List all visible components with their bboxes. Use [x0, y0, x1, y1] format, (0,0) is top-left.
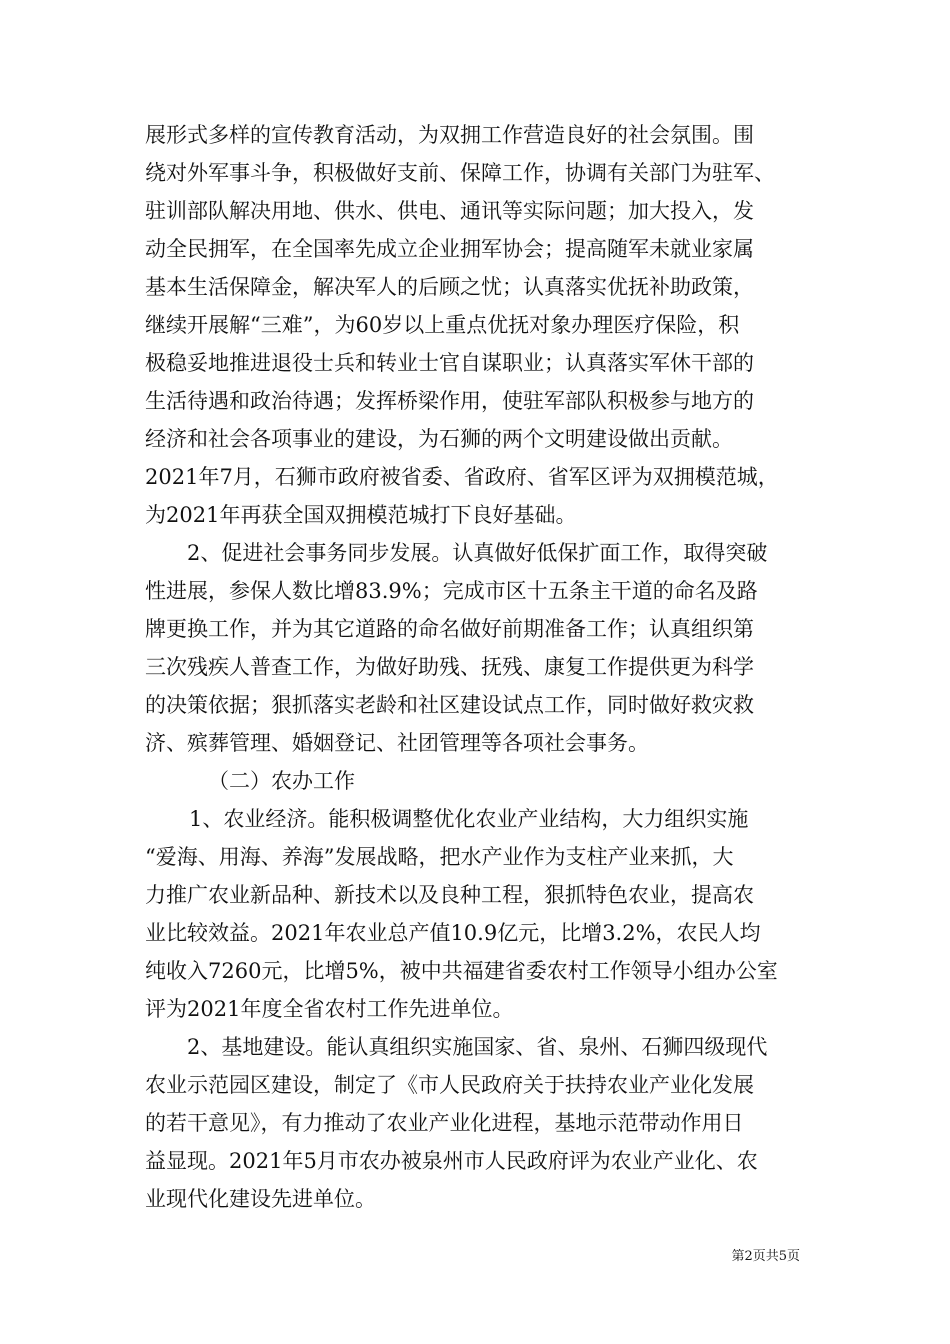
paragraph-line: 极稳妥地推进退役士兵和转业士官自谋职业；认真落实军休干部的: [145, 351, 754, 375]
paragraph-line: 评为2021年度全省农村工作先进单位。: [145, 997, 514, 1021]
paragraph-line: 继续开展解“三难”，为60岁以上重点优抚对象办理医疗保险，积: [145, 313, 740, 337]
paragraph-line: 牌更换工作，并为其它道路的命名做好前期准备工作；认真组织第: [145, 617, 754, 641]
paragraph-line: 经济和社会各项事业的建设，为石狮的两个文明建设做出贡献。: [145, 427, 733, 451]
paragraph-line: 纯收入7260元，比增5%，被中共福建省委农村工作领导小组办公室: [145, 959, 778, 983]
paragraph-line: 驻训部队解决用地、供水、供电、通讯等实际问题；加大投入，发: [145, 199, 754, 223]
paragraph-line: 的决策依据；狠抓落实老龄和社区建设试点工作，同时做好救灾救: [145, 693, 754, 717]
paragraph-line: 的若干意见》，有力推动了农业产业化进程，基地示范带动作用日: [145, 1111, 744, 1135]
page-number: 第2页共5页: [731, 1249, 800, 1264]
paragraph-line: 农业示范园区建设，制定了《市人民政府关于扶持农业产业化发展: [145, 1073, 754, 1097]
paragraph-line: 2021年7月，石狮市政府被省委、省政府、省军区评为双拥模范城，: [145, 465, 779, 489]
paragraph-line: 展形式多样的宣传教育活动，为双拥工作营造良好的社会氛围。围: [145, 123, 754, 147]
section-heading: （二）农办工作: [208, 769, 355, 793]
document-body: [145, 116, 815, 1218]
paragraph-line: 1、农业经济。能积极调整优化农业产业结构，大力组织实施: [189, 807, 749, 831]
paragraph-line: 性进展，参保人数比增83.9%；完成市区十五条主干道的命名及路: [145, 579, 758, 603]
paragraph-line: 2、基地建设。能认真组织实施国家、省、泉州、石狮四级现代: [187, 1035, 768, 1059]
paragraph-line: 三次残疾人普查工作，为做好助残、抚残、康复工作提供更为科学: [145, 655, 754, 679]
paragraph-line: 为2021年再获全国双拥模范城打下良好基础。: [145, 503, 577, 527]
paragraph-line: 益显现。2021年5月市农办被泉州市人民政府评为农业产业化、农: [145, 1149, 758, 1173]
paragraph-line: 动全民拥军，在全国率先成立企业拥军协会；提高随军未就业家属: [145, 237, 754, 261]
paragraph-line: 济、殡葬管理、婚姻登记、社团管理等各项社会事务。: [145, 731, 649, 755]
paragraph-line: 业比较效益。2021年农业总产值10.9亿元，比增3.2%，农民人均: [145, 921, 761, 945]
paragraph-line: 基本生活保障金，解决军人的后顾之忧；认真落实优抚补助政策，: [145, 275, 754, 299]
paragraph-line: 力推广农业新品种、新技术以及良种工程，狠抓特色农业，提高农: [145, 883, 754, 907]
paragraph-line: 绕对外军事斗争，积极做好支前、保障工作，协调有关部门为驻军、: [145, 161, 775, 185]
paragraph-line: “爱海、用海、养海”发展战略，把水产业作为支柱产业来抓，大: [145, 845, 734, 869]
paragraph-line: 业现代化建设先进单位。: [145, 1187, 376, 1211]
paragraph-line: 2、促进社会事务同步发展。认真做好低保扩面工作，取得突破: [187, 541, 768, 565]
paragraph-line: 生活待遇和政治待遇；发挥桥梁作用，使驻军部队积极参与地方的: [145, 389, 754, 413]
